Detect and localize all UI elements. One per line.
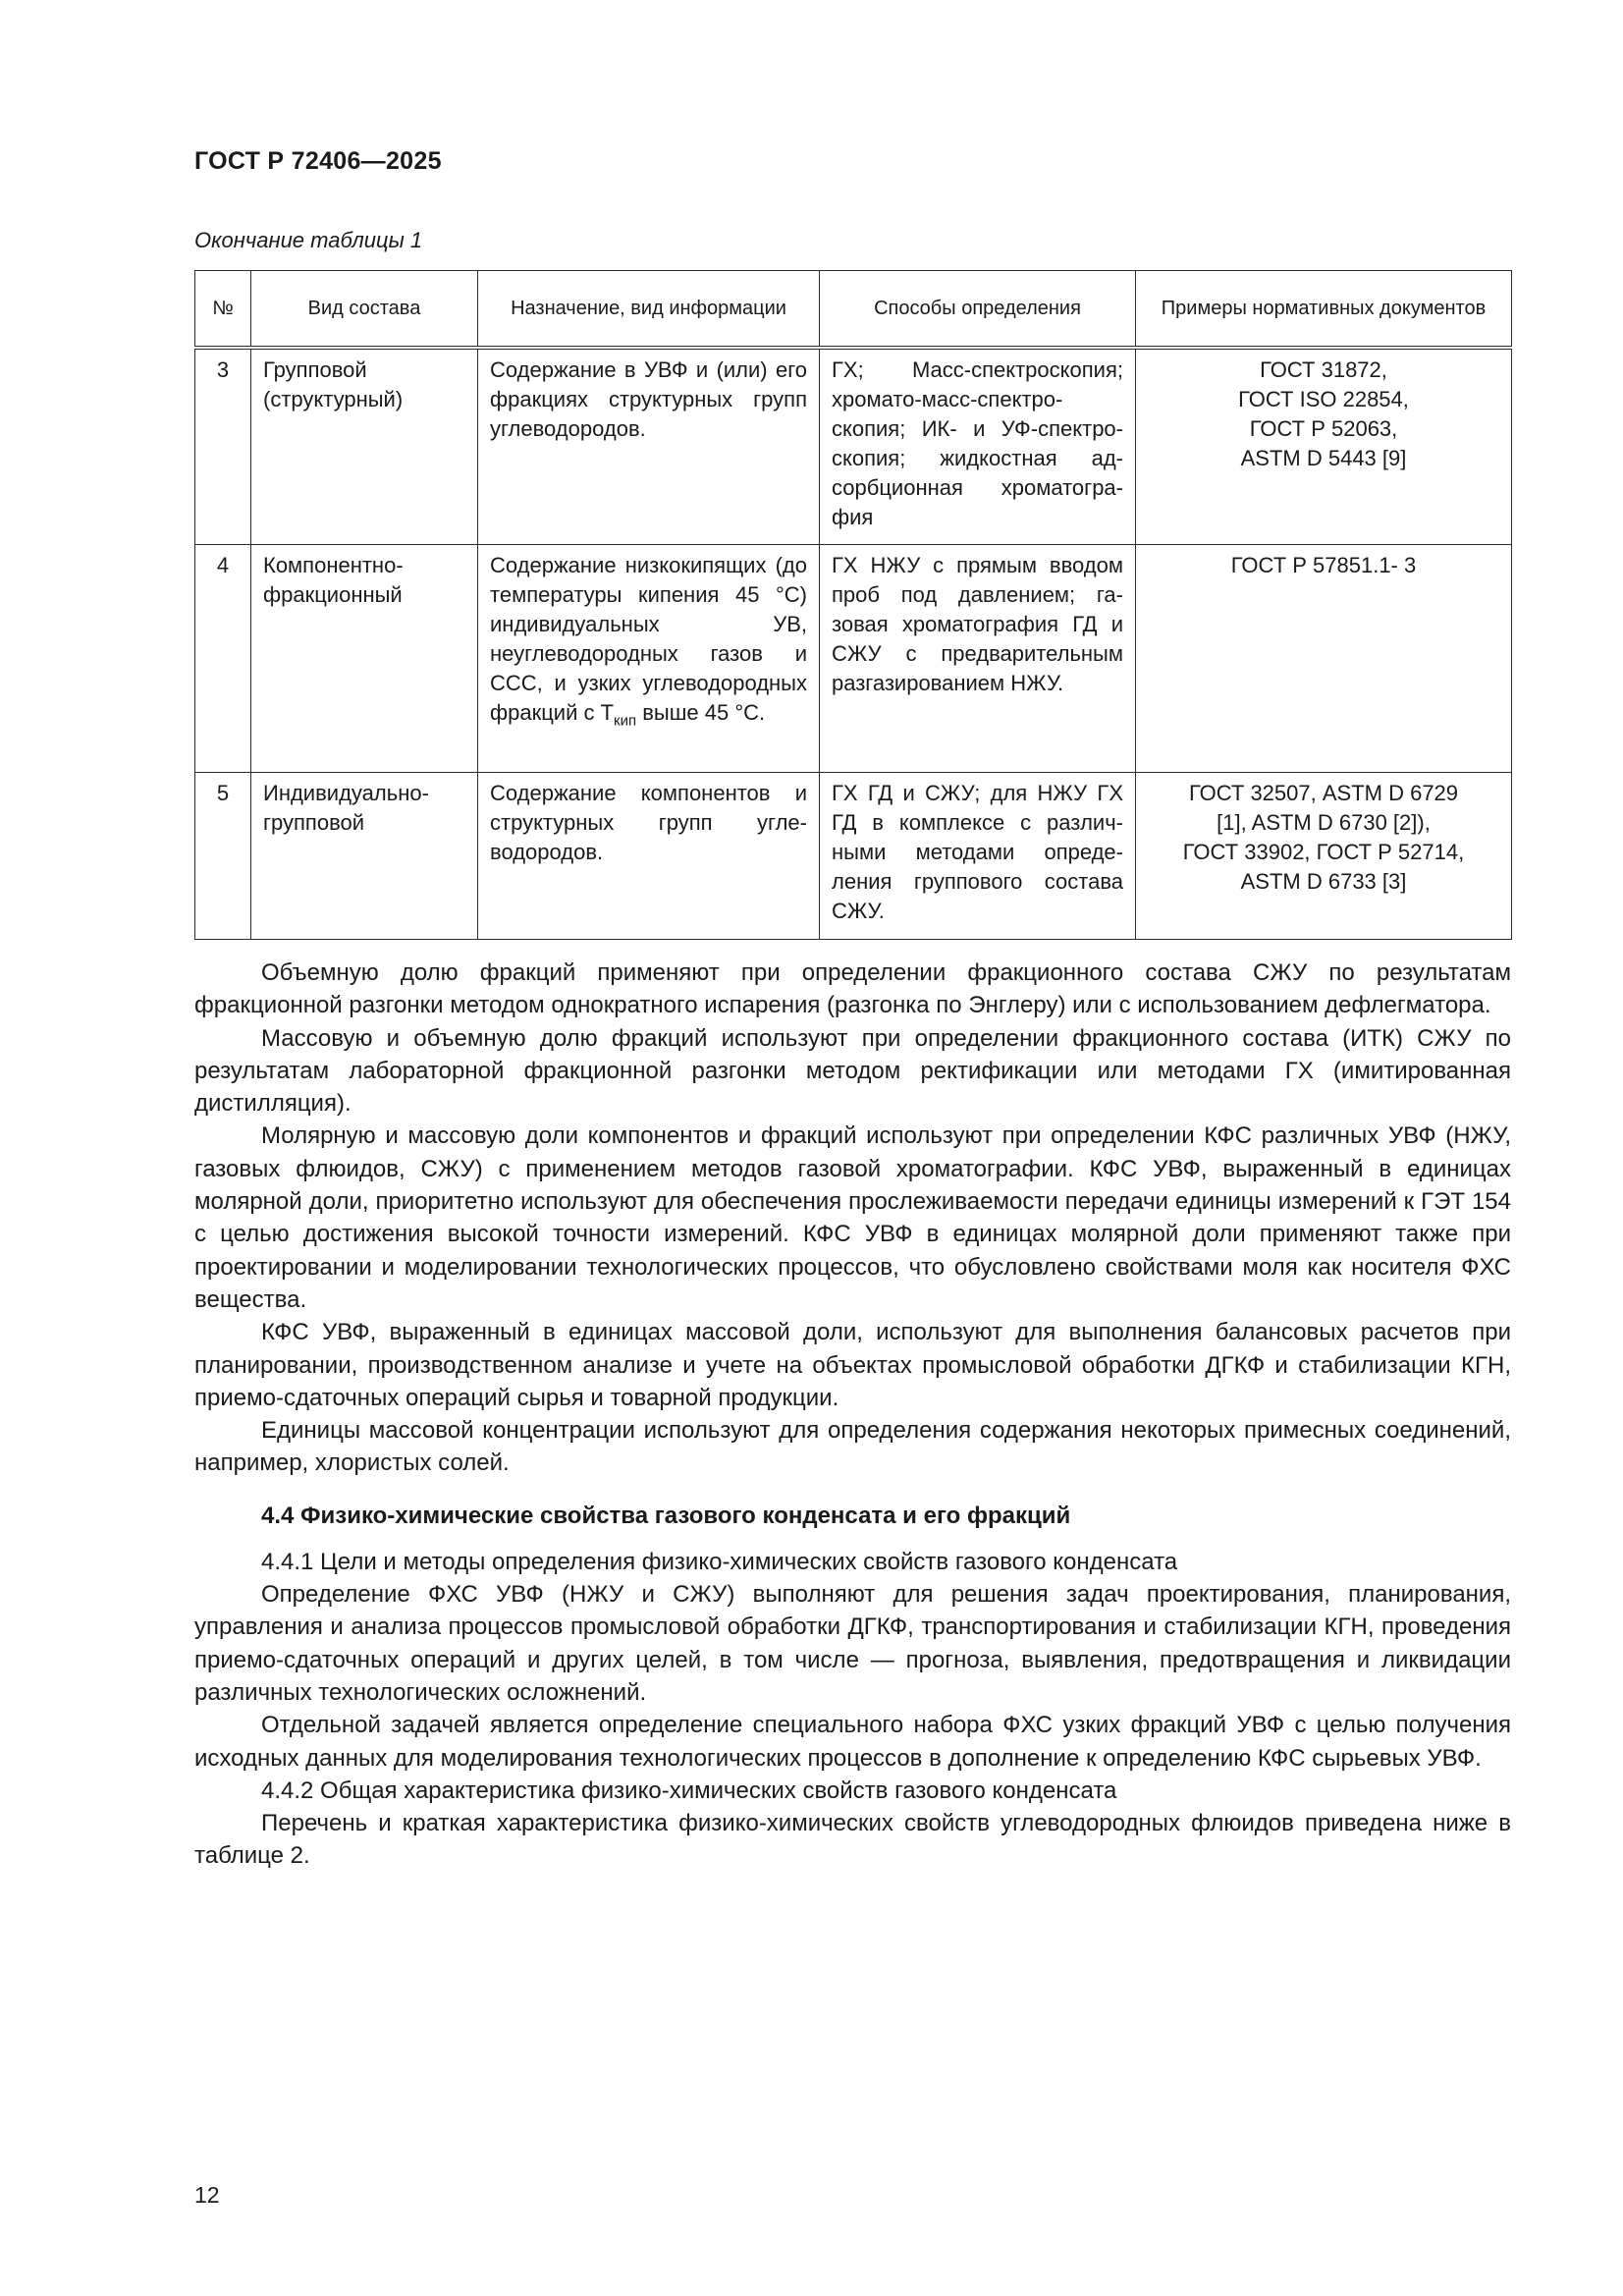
row-type-line: (структурный) xyxy=(263,387,404,411)
table-caption: Окончание таблицы 1 xyxy=(194,228,423,252)
paragraph: Массовую и объемную долю фракций используют при определении фракционного состава (ИТК) СЖУ по результатам лабораторной фракционной разгонки методом ректификации или методами ГХ (имитированная дистилляция). xyxy=(194,1024,1511,1118)
row-doc-line: ГОСТ Р 57851.1- 3 xyxy=(1230,552,1417,577)
col-header-purpose: Назначение, вид информации xyxy=(478,271,820,349)
col-header-number: № xyxy=(195,271,251,349)
row-number: 5 xyxy=(195,772,251,939)
table-row xyxy=(195,544,1512,772)
row-doc-line: ГОСТ 32507, ASTM D 6729 xyxy=(1188,780,1459,805)
page-number: 12 xyxy=(194,2182,220,2208)
row-type-line: групповой xyxy=(263,809,365,835)
row-number: 4 xyxy=(195,544,251,772)
col-header-docs: Примеры нормативных документов xyxy=(1136,271,1512,349)
paragraph: Перечень и краткая характеристика физико-химических свойств углеводородных флюидов приведена ниже в таблице 2. xyxy=(194,1810,1511,1870)
paragraph: Определение ФХС УВФ (НЖУ и СЖУ) выполняют для решения задач проектирования, планирования, управления и анализа процессов промысловой обработки ДГКФ, транспортирования и стабилизации КГН, проведения приемо-сдаточных операций и других целей, в том числе — прогноза, выявления, предотвращения и ликвидации различных технологических осложнений. xyxy=(194,1581,1511,1706)
table-header-row xyxy=(195,271,1512,349)
row-docs xyxy=(1136,544,1512,772)
row-purpose xyxy=(478,544,820,772)
table-row xyxy=(195,348,1512,544)
row-docs xyxy=(1136,772,1512,939)
row-type-line: Групповой xyxy=(263,357,367,382)
row-purpose: Содержание компонентов и структурных групп углеводородов. xyxy=(478,772,820,939)
paragraph: Молярную и массовую доли компонентов и фракций используют при определении КФС различных УВФ (НЖУ, газовых флюидов, СЖУ) с применением методов газовой хроматографии. КФС УВФ, выраженный в единицах молярной доли, приоритетно используют для обеспечения прослеживаемости передачи единицы измерений к ГЭТ 154 с целью достижения высокой точности измерений. КФС УВФ в единицах молярной доли применяют также при проектировании и моделировании технологических процессов, что обусловлено свойствами моля как носителя ФХС вещества. xyxy=(194,1122,1511,1313)
col-header-type: Вид состава xyxy=(251,271,478,349)
row-type-line: фракционный xyxy=(263,581,403,607)
paragraph: Единицы массовой концентрации используют для определения содержания некоторых примесных соединений, например, хлористых солей. xyxy=(194,1417,1511,1477)
document-header: ГОСТ Р 72406—2025 xyxy=(194,147,442,175)
paragraph: КФС УВФ, выраженный в единицах массовой доли, используют для выполнения балансовых расчетов при планировании, производственном анализе и учете на объектах промысловой обработки ДГКФ и стабилизации КГН, приемо-сдаточных операций сырья и товарной продукции. xyxy=(194,1319,1511,1411)
row-number: 3 xyxy=(195,348,251,544)
row-doc-line: ASTM D 5443 [9] xyxy=(1240,446,1407,470)
row-methods: ГХ ГД и СЖУ; для НЖУ ГХ ГД в комплексе с различными методами определения группового состава СЖУ. xyxy=(820,772,1136,939)
row-docs xyxy=(1136,348,1512,544)
table-row xyxy=(195,772,1512,939)
row-type xyxy=(251,544,478,772)
paragraph: Объемную долю фракций применяют при определении фракционного состава СЖУ по результатам фракционной разгонки методом однократного испарения (разгонка по Энглеру) или с использованием дефлегматора. xyxy=(194,959,1511,1019)
subsection-heading: 4.4.2 Общая характеристика физико-химических свойств газового конденсата xyxy=(261,1777,1117,1804)
row-doc-line: ГОСТ 31872, xyxy=(1260,357,1387,382)
paragraph: Отдельной задачей является определение специального набора ФХС узких фракций УВФ с целью получения исходных данных для моделирования технологических процессов в дополнение к определению КФС сырьевых УВФ. xyxy=(194,1712,1511,1772)
row-type xyxy=(251,348,478,544)
row-methods: ГХ; Масс-спектроскопия; хромато-масс-спектроскопия; ИК- и УФ-спектроскопия; жидкостная адсорбционная хроматография xyxy=(820,348,1136,544)
row-type xyxy=(251,772,478,939)
row-type-line: Компонентно- xyxy=(263,552,404,577)
row-doc-line: ГОСТ ISO 22854, xyxy=(1238,387,1409,411)
subsection-heading: 4.4.1 Цели и методы определения физико-химических свойств газового конденсата xyxy=(261,1548,1178,1575)
row-doc-line: ГОСТ Р 52063, xyxy=(1249,416,1398,441)
col-header-methods: Способы определения xyxy=(820,271,1136,349)
row-type-line: Индивидуально- xyxy=(263,780,429,805)
row-purpose: Содержание в УВФ и (или) его фракциях структурных групп углеводородов. xyxy=(478,348,820,544)
body-text xyxy=(194,957,1511,1873)
purpose-text: Содержание низкокипящих (до температуры кипения 45 °С) индивидуальных УВ, неуглеводородных газов и ССС, и узких углеводородных фракций с Т xyxy=(490,552,807,725)
section-heading: 4.4 Физико-химические свойства газового конденсата и его фракций xyxy=(261,1502,1071,1529)
composition-table xyxy=(194,270,1512,940)
row-doc-line: [1], ASTM D 6730 [2]), xyxy=(1217,809,1431,835)
row-doc-line: ASTM D 6733 [3] xyxy=(1240,868,1407,894)
row-doc-line: ГОСТ 33902, ГОСТ Р 52714, xyxy=(1182,839,1465,864)
row-methods: ГХ НЖУ с прямым вводом проб под давлением; газовая хроматография ГД и СЖУ с предварительным разгазированием НЖУ. xyxy=(820,544,1136,772)
purpose-text-end: выше 45 °С. xyxy=(636,699,766,725)
temperature-subscript: кип xyxy=(614,711,637,729)
